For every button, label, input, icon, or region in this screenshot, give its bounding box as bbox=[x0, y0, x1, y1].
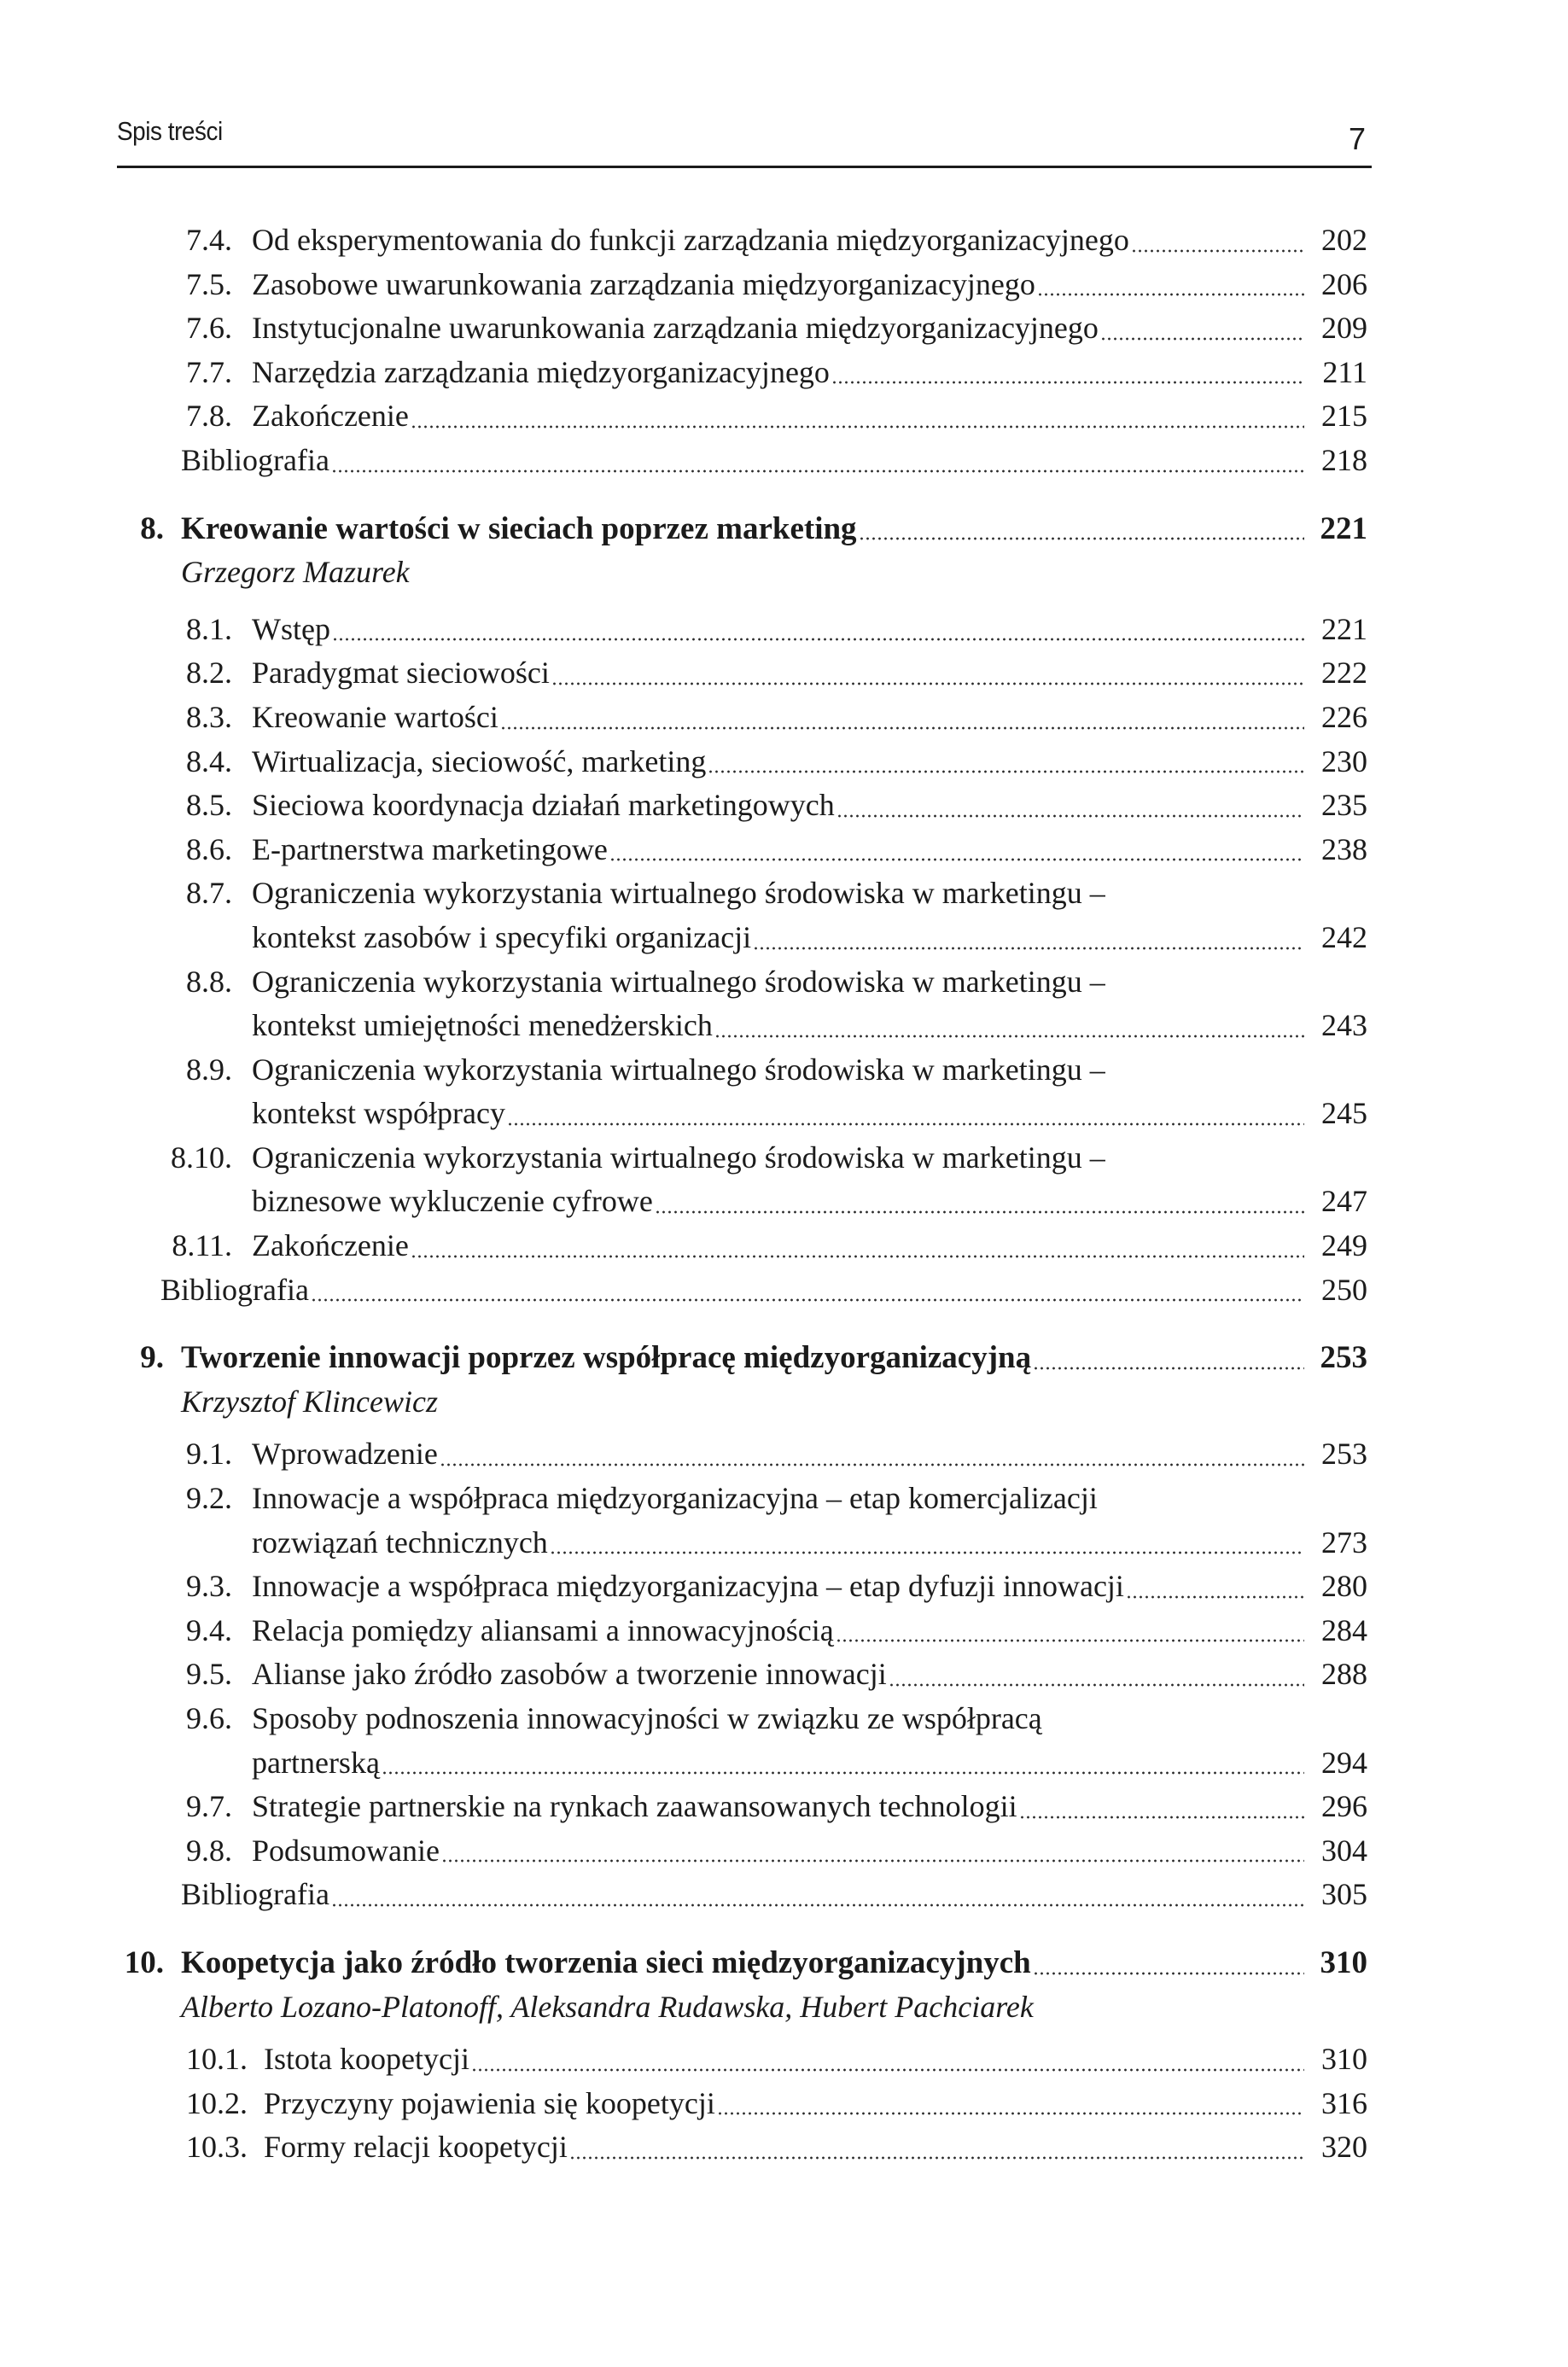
entry-number: 9. bbox=[140, 1340, 164, 1376]
toc-entry[interactable] bbox=[0, 696, 1568, 740]
dot-leader bbox=[609, 858, 1304, 861]
entry-line bbox=[252, 740, 1367, 784]
entry-page: 242 bbox=[1321, 919, 1367, 954]
entry-number: 10.3. bbox=[186, 2130, 248, 2165]
toc-entry[interactable] bbox=[0, 1092, 1568, 1136]
dot-leader bbox=[1019, 1816, 1304, 1819]
entry-title: Istota koopetycji bbox=[264, 2042, 469, 2077]
entry-line bbox=[181, 1336, 1367, 1380]
entry-line bbox=[181, 1380, 1367, 1425]
entry-title: Ograniczenia wykorzystania wirtualnego środowiska w marketingu – bbox=[252, 964, 1105, 999]
chapter-author bbox=[0, 551, 1568, 595]
entry-title: kontekst umiejętności menedżerskich bbox=[252, 1008, 713, 1043]
running-header-title: Spis treści bbox=[117, 116, 223, 146]
entry-line bbox=[252, 960, 1367, 1005]
entry-number: 8. bbox=[140, 510, 164, 546]
entry-title: kontekst zasobów i specyfiki organizacji bbox=[252, 919, 752, 954]
dot-leader bbox=[1033, 1972, 1304, 1975]
entry-number: 8.6. bbox=[186, 831, 232, 866]
entry-page: 320 bbox=[1321, 2130, 1367, 2165]
dot-leader bbox=[382, 1771, 1304, 1775]
entry-page: 202 bbox=[1321, 223, 1367, 257]
entry-page: 218 bbox=[1321, 442, 1367, 477]
entry-page: 280 bbox=[1321, 1569, 1367, 1604]
entry-line bbox=[252, 1653, 1367, 1697]
dot-leader bbox=[331, 1904, 1304, 1907]
entry-title: Przyczyny pojawienia się koopetycji bbox=[264, 2085, 715, 2120]
toc-entry[interactable] bbox=[0, 1477, 1568, 1521]
entry-title: Alberto Lozano-Platonoff, Aleksandra Rudawska, Hubert Pachciarek bbox=[181, 1989, 1034, 2024]
entry-page: 235 bbox=[1321, 788, 1367, 823]
dot-leader bbox=[655, 1210, 1304, 1214]
entry-line bbox=[252, 1609, 1367, 1653]
entry-number: 9.3. bbox=[186, 1569, 232, 1604]
entry-number: 9.5. bbox=[186, 1657, 232, 1692]
toc-entry[interactable] bbox=[0, 1136, 1568, 1181]
entry-number: 7.6. bbox=[186, 311, 232, 346]
entry-line bbox=[252, 828, 1367, 872]
entry-number: 9.7. bbox=[186, 1789, 232, 1824]
toc-entry[interactable] bbox=[0, 1180, 1568, 1224]
entry-number: 9.2. bbox=[186, 1481, 232, 1516]
toc-entry[interactable] bbox=[0, 651, 1568, 696]
dot-leader bbox=[1037, 293, 1304, 296]
entry-line bbox=[252, 1521, 1367, 1565]
entry-page: 284 bbox=[1321, 1612, 1367, 1647]
chapter-heading[interactable] bbox=[0, 1941, 1568, 1985]
dot-leader bbox=[550, 1551, 1304, 1554]
toc-entry[interactable] bbox=[0, 740, 1568, 784]
entry-title: Wirtualizacja, sieciowość, marketing bbox=[252, 743, 707, 778]
entry-title: Podsumowanie bbox=[252, 1833, 440, 1868]
toc-entry[interactable] bbox=[0, 1741, 1568, 1786]
entry-title: Ograniczenia wykorzystania wirtualnego środowiska w marketingu – bbox=[252, 876, 1105, 911]
dot-leader bbox=[569, 2156, 1304, 2160]
entry-line bbox=[252, 1741, 1367, 1786]
entry-number: 8.4. bbox=[186, 743, 232, 778]
toc-entry[interactable] bbox=[0, 1697, 1568, 1741]
entry-title: rozwiązań technicznych bbox=[252, 1525, 548, 1560]
entry-title: Innowacje a współpraca międzyorganizacyjna – etap dyfuzji innowacji bbox=[252, 1569, 1124, 1604]
toc-entry[interactable] bbox=[0, 1048, 1568, 1093]
entry-line bbox=[252, 696, 1367, 740]
entry-number: 10.2. bbox=[186, 2085, 248, 2120]
entry-page: 222 bbox=[1321, 656, 1367, 691]
entry-page: 249 bbox=[1321, 1228, 1367, 1263]
dot-leader bbox=[859, 537, 1304, 540]
entry-page: 316 bbox=[1321, 2085, 1367, 2120]
entry-line bbox=[264, 2125, 1367, 2170]
entry-page: 221 bbox=[1320, 510, 1367, 546]
entry-line bbox=[252, 1477, 1367, 1521]
entry-number: 7.4. bbox=[186, 223, 232, 257]
entry-line bbox=[252, 394, 1367, 439]
entry-page: 211 bbox=[1322, 354, 1367, 389]
entry-line bbox=[264, 2038, 1367, 2082]
chapter-author bbox=[0, 1985, 1568, 2030]
entry-title: biznesowe wykluczenie cyfrowe bbox=[252, 1184, 653, 1219]
entry-line bbox=[252, 1048, 1367, 1093]
entry-page: 230 bbox=[1321, 743, 1367, 778]
dot-leader bbox=[331, 469, 1304, 473]
entry-title: Bibliografia bbox=[181, 442, 329, 477]
entry-title: Kreowanie wartości w sieciach poprzez marketing bbox=[181, 510, 857, 546]
entry-page: 247 bbox=[1321, 1184, 1367, 1219]
entry-page: 253 bbox=[1320, 1340, 1367, 1376]
entry-page: 310 bbox=[1321, 2042, 1367, 2077]
entry-number: 10.1. bbox=[186, 2042, 248, 2077]
dot-leader bbox=[311, 1298, 1304, 1302]
entry-number: 9.6. bbox=[186, 1701, 232, 1735]
entry-page: 310 bbox=[1320, 1944, 1367, 1980]
toc-entry[interactable] bbox=[0, 263, 1568, 307]
entry-number: 7.8. bbox=[186, 399, 232, 434]
entry-line bbox=[252, 1785, 1367, 1829]
toc-entry[interactable] bbox=[0, 2038, 1568, 2082]
toc-entry[interactable] bbox=[0, 351, 1568, 395]
entry-number: 8.2. bbox=[186, 656, 232, 691]
entry-line bbox=[252, 784, 1367, 828]
dot-leader bbox=[500, 726, 1304, 730]
entry-title: Bibliografia bbox=[160, 1272, 309, 1307]
entry-title: Paradygmat sieciowości bbox=[252, 656, 550, 691]
entry-line bbox=[181, 439, 1367, 483]
entry-page: 243 bbox=[1321, 1008, 1367, 1043]
entry-line bbox=[181, 1941, 1367, 1985]
dot-leader bbox=[836, 1639, 1304, 1642]
dot-leader bbox=[441, 1859, 1304, 1863]
toc-entry[interactable] bbox=[0, 1829, 1568, 1874]
entry-page: 253 bbox=[1321, 1437, 1367, 1472]
entry-number: 8.11. bbox=[172, 1228, 232, 1263]
entry-line bbox=[252, 306, 1367, 351]
entry-title: Zakończenie bbox=[252, 1228, 409, 1263]
entry-line bbox=[181, 1985, 1367, 2030]
toc-entry[interactable] bbox=[0, 916, 1568, 960]
table-of-contents bbox=[0, 219, 1568, 2170]
entry-number: 9.4. bbox=[186, 1612, 232, 1647]
entry-number: 8.3. bbox=[186, 699, 232, 734]
entry-title: Wstęp bbox=[252, 611, 330, 646]
entry-title: Alianse jako źródło zasobów a tworzenie innowacji bbox=[252, 1657, 887, 1692]
entry-title: Sieciowa koordynacja działań marketingowych bbox=[252, 788, 835, 823]
dot-leader bbox=[411, 1255, 1304, 1258]
toc-entry[interactable] bbox=[0, 1609, 1568, 1653]
entry-number: 7.7. bbox=[186, 354, 232, 389]
header-rule bbox=[117, 166, 1372, 168]
entry-line bbox=[252, 1829, 1367, 1874]
entry-number: 10. bbox=[124, 1944, 164, 1980]
entry-line bbox=[252, 916, 1367, 960]
chapter-author bbox=[0, 1380, 1568, 1425]
entry-title: Tworzenie innowacji poprzez współpracę międzyorganizacyjną bbox=[181, 1340, 1032, 1376]
bibliography-entry[interactable] bbox=[0, 439, 1568, 483]
entry-title: Kreowanie wartości bbox=[252, 699, 498, 734]
entry-number: 9.1. bbox=[186, 1437, 232, 1472]
dot-leader bbox=[1131, 249, 1304, 253]
entry-page: 305 bbox=[1321, 1877, 1367, 1912]
entry-page: 294 bbox=[1321, 1745, 1367, 1780]
dot-leader bbox=[1100, 337, 1304, 341]
dot-leader bbox=[836, 814, 1304, 818]
entry-title: Ograniczenia wykorzystania wirtualnego środowiska w marketingu – bbox=[252, 1052, 1105, 1087]
dot-leader bbox=[1126, 1595, 1304, 1599]
entry-title: Narzędzia zarządzania międzyorganizacyjnego bbox=[252, 354, 830, 389]
dot-leader bbox=[714, 1035, 1304, 1038]
dot-leader bbox=[551, 682, 1304, 685]
bibliography-entry[interactable] bbox=[0, 1268, 1568, 1313]
dot-leader bbox=[332, 638, 1304, 641]
toc-entry[interactable] bbox=[0, 2125, 1568, 2170]
entry-title: Strategie partnerskie na rynkach zaawansowanych technologii bbox=[252, 1789, 1017, 1824]
toc-entry[interactable] bbox=[0, 960, 1568, 1005]
toc-entry[interactable] bbox=[0, 1785, 1568, 1829]
entry-line bbox=[252, 651, 1367, 696]
entry-title: Wprowadzenie bbox=[252, 1437, 438, 1472]
entry-line bbox=[181, 507, 1367, 551]
entry-number: 8.7. bbox=[186, 876, 232, 911]
entry-page: 238 bbox=[1321, 831, 1367, 866]
dot-leader bbox=[753, 947, 1304, 950]
dot-leader bbox=[440, 1463, 1304, 1466]
entry-page: 250 bbox=[1321, 1272, 1367, 1307]
entry-line bbox=[252, 1432, 1367, 1477]
entry-page: 304 bbox=[1321, 1833, 1367, 1868]
entry-page: 209 bbox=[1321, 311, 1367, 346]
dot-leader bbox=[717, 2112, 1304, 2115]
entry-number: 7.5. bbox=[186, 266, 232, 301]
entry-title: kontekst współpracy bbox=[252, 1096, 505, 1131]
entry-line bbox=[252, 1565, 1367, 1609]
entry-line bbox=[264, 2082, 1367, 2126]
entry-line bbox=[252, 219, 1367, 263]
dot-leader bbox=[507, 1122, 1304, 1126]
dot-leader bbox=[889, 1683, 1304, 1687]
entry-line bbox=[252, 1092, 1367, 1136]
entry-title: Innowacje a współpraca międzyorganizacyjna – etap komercjalizacji bbox=[252, 1481, 1098, 1516]
entry-title: Koopetycja jako źródło tworzenia sieci międzyorganizacyjnych bbox=[181, 1944, 1031, 1980]
entry-line bbox=[252, 1180, 1367, 1224]
entry-page: 288 bbox=[1321, 1657, 1367, 1692]
toc-entry[interactable] bbox=[0, 394, 1568, 439]
entry-number: 8.10. bbox=[171, 1140, 232, 1175]
toc-entry[interactable] bbox=[0, 1653, 1568, 1697]
entry-number: 8.5. bbox=[186, 788, 232, 823]
toc-entry[interactable] bbox=[0, 1432, 1568, 1477]
toc-entry[interactable] bbox=[0, 1224, 1568, 1268]
entry-line bbox=[181, 551, 1367, 595]
entry-title: Krzysztof Klincewicz bbox=[181, 1384, 439, 1419]
entry-number: 8.8. bbox=[186, 964, 232, 999]
entry-title: Sposoby podnoszenia innowacyjności w związku ze współpracą bbox=[252, 1701, 1042, 1735]
bibliography-entry[interactable] bbox=[0, 1873, 1568, 1917]
entry-line bbox=[181, 1873, 1367, 1917]
entry-page: 226 bbox=[1321, 699, 1367, 734]
entry-page: 273 bbox=[1321, 1525, 1367, 1560]
entry-page: 245 bbox=[1321, 1096, 1367, 1131]
entry-title: Formy relacji koopetycji bbox=[264, 2130, 568, 2165]
toc-entry[interactable] bbox=[0, 306, 1568, 351]
entry-line bbox=[252, 872, 1367, 916]
toc-entry[interactable] bbox=[0, 1004, 1568, 1048]
entry-line bbox=[252, 1136, 1367, 1181]
toc-entry[interactable] bbox=[0, 784, 1568, 828]
entry-title: Zakończenie bbox=[252, 399, 409, 434]
entry-line bbox=[252, 608, 1367, 652]
entry-title: E-partnerstwa marketingowe bbox=[252, 831, 608, 866]
toc-entry[interactable] bbox=[0, 828, 1568, 872]
entry-line bbox=[252, 1697, 1367, 1741]
entry-title: Bibliografia bbox=[181, 1877, 329, 1912]
entry-title: Instytucjonalne uwarunkowania zarządzania międzyorganizacyjnego bbox=[252, 311, 1099, 346]
entry-line bbox=[252, 1004, 1367, 1048]
toc-entry[interactable] bbox=[0, 608, 1568, 652]
entry-page: 296 bbox=[1321, 1789, 1367, 1824]
chapter-heading[interactable] bbox=[0, 1336, 1568, 1380]
entry-title: Ograniczenia wykorzystania wirtualnego środowiska w marketingu – bbox=[252, 1140, 1105, 1175]
entry-title: Zasobowe uwarunkowania zarządzania międzyorganizacyjnego bbox=[252, 266, 1035, 301]
entry-line bbox=[252, 263, 1367, 307]
entry-title: Grzegorz Mazurek bbox=[181, 555, 410, 590]
toc-entry[interactable] bbox=[0, 2082, 1568, 2126]
entry-number: 9.8. bbox=[186, 1833, 232, 1868]
toc-entry[interactable] bbox=[0, 219, 1568, 263]
entry-number: 8.9. bbox=[186, 1052, 232, 1087]
page-number: 7 bbox=[1349, 121, 1367, 156]
toc-entry[interactable] bbox=[0, 1521, 1568, 1565]
entry-line bbox=[252, 1224, 1367, 1268]
entry-title: partnerską bbox=[252, 1745, 380, 1780]
dot-leader bbox=[708, 770, 1304, 773]
entry-title: Relacja pomiędzy aliansami a innowacyjnością bbox=[252, 1612, 834, 1647]
dot-leader bbox=[1033, 1367, 1304, 1370]
chapter-heading[interactable] bbox=[0, 507, 1568, 551]
entry-line bbox=[252, 351, 1367, 395]
dot-leader bbox=[831, 381, 1304, 384]
entry-title: Od eksperymentowania do funkcji zarządzania międzyorganizacyjnego bbox=[252, 223, 1129, 257]
entry-page: 206 bbox=[1321, 266, 1367, 301]
dot-leader bbox=[471, 2068, 1304, 2072]
toc-entry[interactable] bbox=[0, 872, 1568, 916]
dot-leader bbox=[411, 425, 1304, 429]
entry-number: 8.1. bbox=[186, 611, 232, 646]
toc-entry[interactable] bbox=[0, 1565, 1568, 1609]
entry-page: 221 bbox=[1321, 611, 1367, 646]
entry-line bbox=[160, 1268, 1367, 1313]
entry-page: 215 bbox=[1321, 399, 1367, 434]
